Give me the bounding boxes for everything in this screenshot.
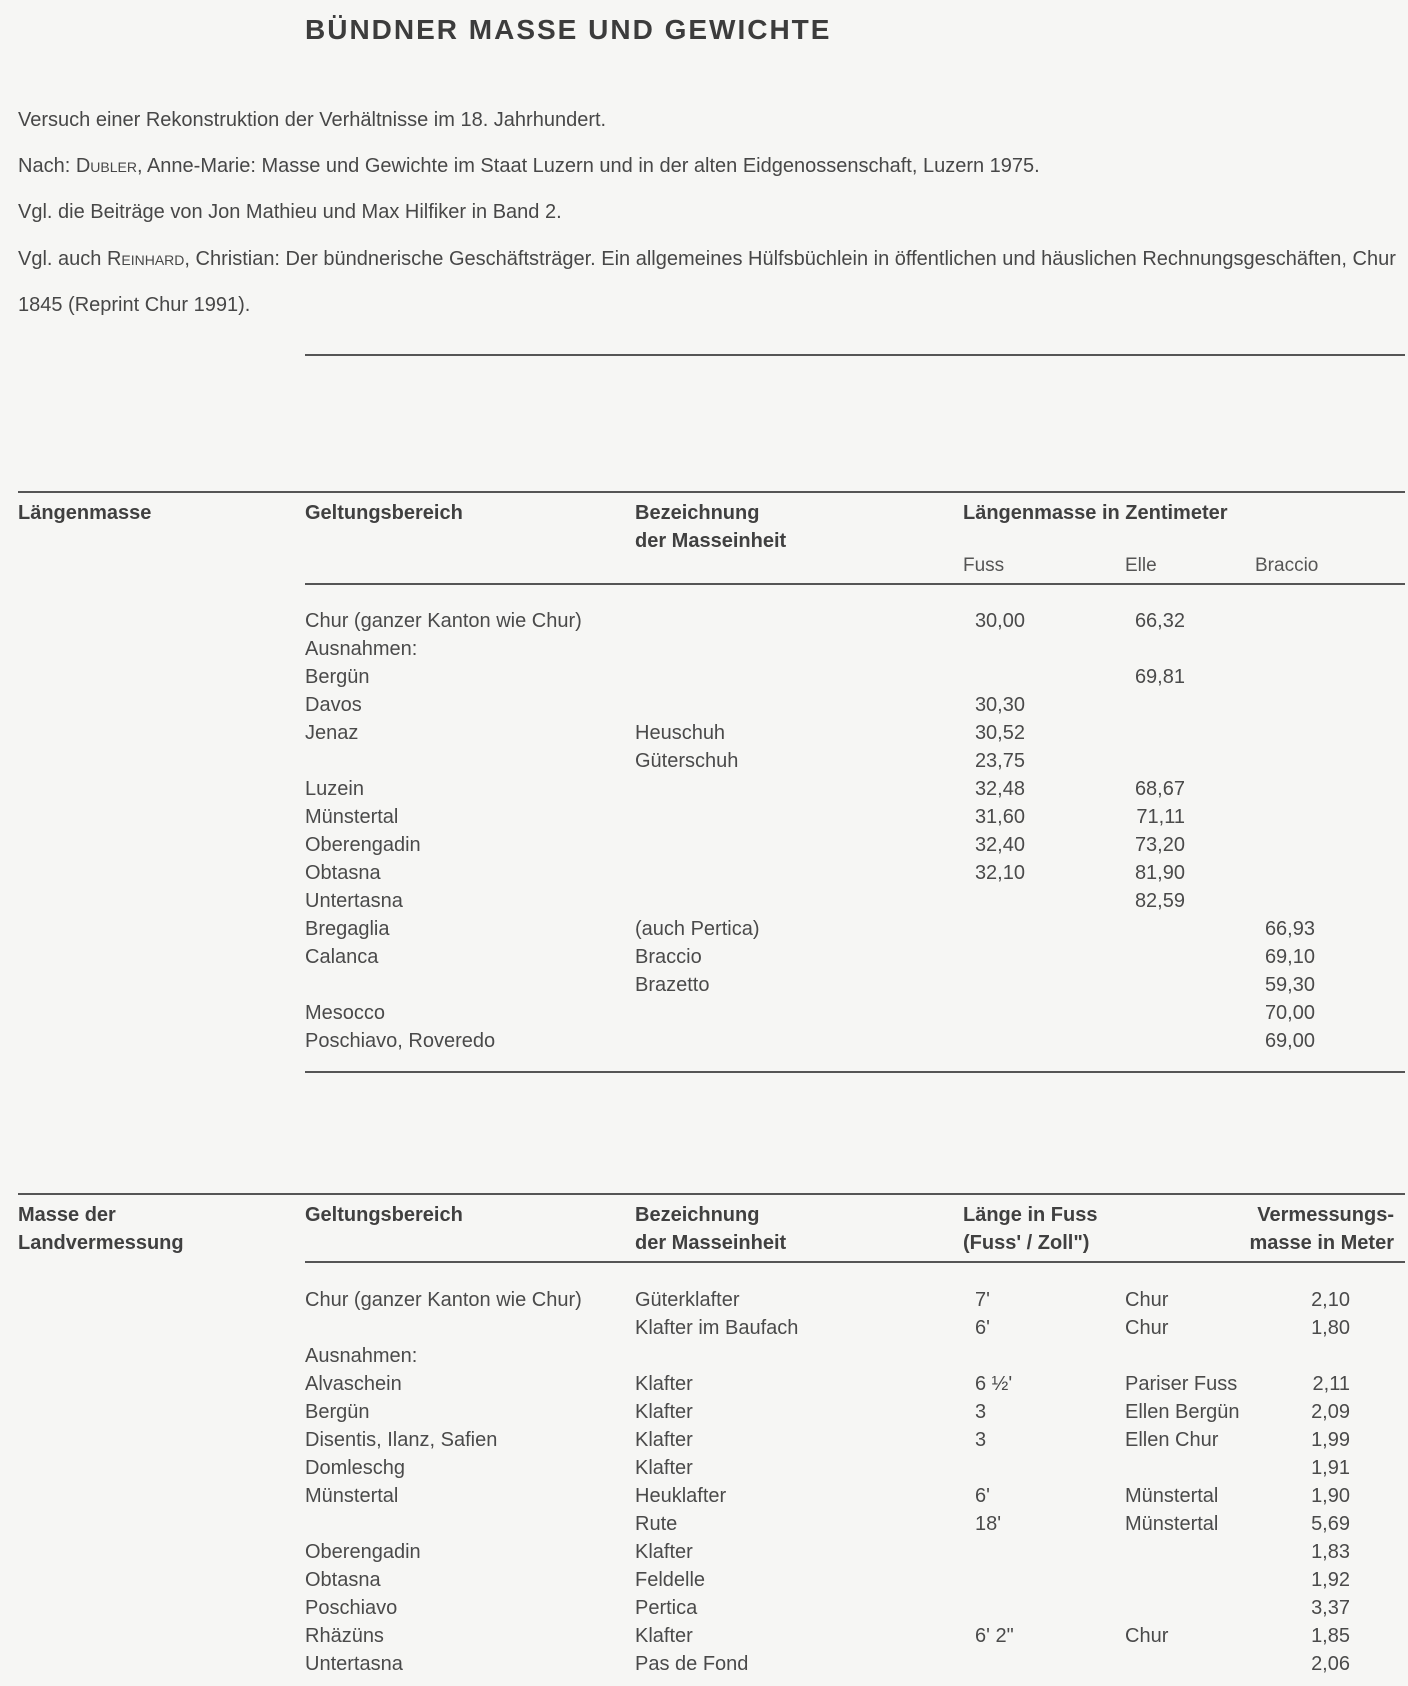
header-line: masse in Meter — [1249, 1232, 1394, 1254]
cell-vermessungsmasse: 3,37 — [1311, 1597, 1350, 1619]
cell-elle: 73,20 — [1134, 834, 1185, 856]
cell-fuss: 30,00 — [974, 610, 1025, 632]
cell-bezug: Chur — [1125, 1625, 1169, 1647]
cell-braccio: 69,00 — [1264, 1030, 1315, 1052]
cell-vermessungsmasse: 1,99 — [1311, 1429, 1350, 1451]
cell-geltungsbereich: Alvaschein — [305, 1373, 402, 1395]
cell-geltungsbereich: Disentis, Ilanz, Safien — [305, 1429, 498, 1451]
column-header-geltungsbereich: Geltungsbereich — [305, 502, 463, 524]
header-rule — [305, 583, 1405, 585]
cell-vermessungsmasse: 1,91 — [1311, 1457, 1350, 1479]
cell-bezeichnung: Klafter — [635, 1457, 693, 1479]
cell-bezeichnung: Heuklafter — [635, 1485, 727, 1507]
cell-geltungsbereich: Chur (ganzer Kanton wie Chur) — [305, 1289, 582, 1311]
cell-fuss: 31,60 — [974, 806, 1025, 828]
cell-laenge: 6' — [975, 1317, 990, 1339]
cell-bezeichnung: Pertica — [635, 1597, 698, 1619]
cell-bezug: Pariser Fuss — [1125, 1373, 1238, 1395]
header-line: der Masseinheit — [635, 530, 787, 552]
table-row — [0, 635, 1408, 663]
cell-braccio: 66,93 — [1264, 918, 1315, 940]
cell-geltungsbereich: Bergün — [305, 1401, 370, 1423]
cell-fuss: 32,40 — [974, 834, 1025, 856]
cell-geltungsbereich: Luzein — [305, 778, 364, 800]
table-row — [0, 663, 1408, 691]
cell-fuss: 32,48 — [974, 778, 1025, 800]
intro-line: Versuch einer Rekonstruktion der Verhältnisse im 18. Jahrhundert. — [18, 109, 607, 131]
cell-geltungsbereich: Ausnahmen: — [305, 1345, 418, 1367]
table-row — [0, 1027, 1408, 1055]
cell-geltungsbereich: Bregaglia — [305, 918, 390, 940]
table-top-rule — [18, 1193, 1405, 1195]
cell-geltungsbereich: Domleschg — [305, 1457, 406, 1479]
cell-bezug: Münstertal — [1125, 1513, 1219, 1535]
cell-laenge: 3 — [975, 1429, 987, 1451]
table-row — [0, 971, 1408, 999]
cell-bezeichnung: (auch Pertica) — [635, 918, 760, 940]
table-row — [0, 1510, 1408, 1538]
column-header-vermessungsmasse — [1180, 1201, 1394, 1257]
subheader-braccio: Braccio — [1255, 555, 1319, 576]
cell-bezug: Ellen Chur — [1125, 1429, 1219, 1451]
table-row — [0, 747, 1408, 775]
intro-line — [18, 236, 1398, 328]
cell-vermessungsmasse: 2,11 — [1312, 1373, 1350, 1395]
cell-fuss: 30,52 — [974, 722, 1025, 744]
cell-laenge: 7' — [975, 1289, 990, 1311]
cell-geltungsbereich: Oberengadin — [305, 1541, 421, 1563]
cell-braccio: 70,00 — [1264, 1002, 1315, 1024]
label-line: Landvermessung — [18, 1232, 184, 1254]
column-header-geltungsbereich: Geltungsbereich — [305, 1204, 463, 1226]
cell-elle: 71,11 — [1136, 806, 1185, 828]
cell-geltungsbereich: Mesocco — [305, 1002, 386, 1024]
cell-geltungsbereich: Calanca — [305, 946, 379, 968]
cell-bezeichnung: Feldelle — [635, 1569, 706, 1591]
cell-bezug: Chur — [1125, 1317, 1169, 1339]
table-row — [0, 1454, 1408, 1482]
table-row — [0, 803, 1408, 831]
table-row — [0, 1594, 1408, 1622]
intro-line — [18, 154, 1398, 179]
section-label: Längenmasse — [18, 502, 152, 524]
cell-bezeichnung: Klafter im Baufach — [635, 1317, 799, 1339]
cell-elle: 81,90 — [1134, 862, 1185, 884]
table-row — [0, 999, 1408, 1027]
table-row — [0, 607, 1408, 635]
table-row — [0, 831, 1408, 859]
cell-braccio: 59,30 — [1264, 974, 1315, 996]
cell-bezeichnung: Güterklafter — [635, 1289, 740, 1311]
cell-elle: 66,32 — [1134, 610, 1185, 632]
table-row — [0, 1370, 1408, 1398]
table-row — [0, 1314, 1408, 1342]
table-row — [0, 691, 1408, 719]
cell-laenge: 18' — [975, 1513, 1002, 1535]
cell-bezeichnung: Brazetto — [635, 974, 710, 996]
table-row — [0, 943, 1408, 971]
cell-vermessungsmasse: 1,90 — [1311, 1485, 1350, 1507]
table-row — [0, 1426, 1408, 1454]
cell-vermessungsmasse: 1,92 — [1311, 1569, 1350, 1591]
cell-geltungsbereich: Untertasna — [305, 890, 403, 912]
subheader-fuss: Fuss — [963, 555, 1005, 576]
intro-rest: , Anne-Marie: Masse und Gewichte im Staat Luzern und in der alten Eidgenossenschaft, Luzern 1975. — [136, 155, 1040, 177]
header-line: Länge in Fuss — [963, 1204, 1098, 1226]
table-row — [0, 1286, 1408, 1314]
header-line: Bezeichnung — [635, 502, 760, 524]
cell-geltungsbereich: Münstertal — [305, 1485, 399, 1507]
cell-geltungsbereich: Untertasna — [305, 1653, 403, 1675]
cell-fuss: 23,75 — [974, 750, 1025, 772]
cell-bezug: Chur — [1125, 1289, 1169, 1311]
cell-bezeichnung: Klafter — [635, 1541, 693, 1563]
cell-geltungsbereich: Rhäzüns — [305, 1625, 384, 1647]
cell-bezug: Ellen Bergün — [1125, 1401, 1240, 1423]
cell-laenge: 6 ½' — [975, 1373, 1013, 1395]
cell-bezug: Münstertal — [1125, 1485, 1219, 1507]
intro-line: Vgl. die Beiträge von Jon Mathieu und Max Hilfiker in Band 2. — [18, 201, 562, 223]
header-line: der Masseinheit — [635, 1232, 787, 1254]
divider — [305, 354, 1405, 356]
table-row — [0, 1650, 1408, 1678]
cell-vermessungsmasse: 2,06 — [1311, 1653, 1350, 1675]
cell-fuss: 32,10 — [974, 862, 1025, 884]
cell-bezeichnung: Güterschuh — [635, 750, 739, 772]
cell-elle: 69,81 — [1134, 666, 1185, 688]
cell-bezeichnung: Pas de Fond — [635, 1653, 749, 1675]
table-row — [0, 1398, 1408, 1426]
cell-geltungsbereich: Obtasna — [305, 862, 381, 884]
cell-vermessungsmasse: 5,69 — [1311, 1513, 1350, 1535]
table-row — [0, 887, 1408, 915]
cell-geltungsbereich: Davos — [305, 694, 362, 716]
cell-vermessungsmasse: 1,80 — [1311, 1317, 1350, 1339]
table-row — [0, 1566, 1408, 1594]
column-header-bezeichnung — [635, 1201, 786, 1257]
subheader-elle: Elle — [1125, 555, 1157, 576]
intro-rest: , Christian: Der bündnerische Geschäftsträger. Ein allgemeines Hülfsbüchlein in öffentlichen und häuslichen Rechnungsgeschäften, Chur 1845 (Reprint Chur 1991). — [18, 248, 1396, 316]
table-row — [0, 1538, 1408, 1566]
cell-bezeichnung: Klafter — [635, 1373, 693, 1395]
cell-braccio: 69,10 — [1264, 946, 1315, 968]
table-row — [0, 719, 1408, 747]
intro-prefix: Nach: — [18, 155, 76, 177]
cell-bezeichnung: Klafter — [635, 1625, 693, 1647]
cell-bezeichnung: Klafter — [635, 1401, 693, 1423]
landvermessung-table — [0, 1193, 1408, 1686]
page-title: BÜNDNER MASSE UND GEWICHTE — [305, 14, 832, 45]
cell-elle: 68,67 — [1134, 778, 1185, 800]
header-rule — [305, 1261, 1405, 1263]
cell-geltungsbereich: Oberengadin — [305, 834, 421, 856]
column-header-laenge — [963, 1201, 1097, 1257]
cell-geltungsbereich: Münstertal — [305, 806, 399, 828]
cell-geltungsbereich: Ausnahmen: — [305, 638, 418, 660]
column-header-laengenmasse: Längenmasse in Zentimeter — [963, 502, 1228, 524]
cell-bezeichnung: Rute — [635, 1513, 678, 1535]
cell-geltungsbereich: Chur (ganzer Kanton wie Chur) — [305, 610, 582, 632]
header-line: Bezeichnung — [635, 1204, 760, 1226]
cell-bezeichnung: Braccio — [635, 946, 702, 968]
cell-geltungsbereich: Poschiavo, Roveredo — [305, 1030, 496, 1052]
cell-geltungsbereich: Poschiavo — [305, 1597, 398, 1619]
cell-laenge: 6' 2" — [975, 1625, 1014, 1647]
intro-text — [18, 108, 1398, 349]
table-top-rule — [18, 491, 1405, 493]
table-row — [0, 1342, 1408, 1370]
author-name: Dubler — [75, 155, 137, 177]
cell-vermessungsmasse: 1,85 — [1311, 1625, 1350, 1647]
section-label — [18, 1201, 278, 1257]
header-line: (Fuss' / Zoll") — [963, 1232, 1090, 1254]
cell-vermessungsmasse: 1,83 — [1311, 1541, 1350, 1563]
cell-geltungsbereich: Jenaz — [305, 722, 359, 744]
cell-geltungsbereich: Obtasna — [305, 1569, 381, 1591]
label-line: Masse der — [18, 1204, 116, 1226]
laengenmasse-table — [0, 491, 1408, 1079]
header-line: Vermessungs- — [1257, 1204, 1394, 1226]
table-row — [0, 775, 1408, 803]
table-row — [0, 1482, 1408, 1510]
table-row — [0, 859, 1408, 887]
cell-laenge: 6' — [975, 1485, 990, 1507]
author-name: Reinhard — [106, 248, 185, 270]
column-header-bezeichnung — [635, 499, 786, 555]
cell-vermessungsmasse: 2,10 — [1311, 1289, 1350, 1311]
cell-geltungsbereich: Bergün — [305, 666, 370, 688]
cell-vermessungsmasse: 2,09 — [1311, 1401, 1350, 1423]
cell-bezeichnung: Heuschuh — [635, 722, 726, 744]
intro-prefix: Vgl. auch — [18, 248, 107, 270]
table-row — [0, 915, 1408, 943]
table-row — [0, 1622, 1408, 1650]
cell-elle: 82,59 — [1134, 890, 1185, 912]
cell-bezeichnung: Klafter — [635, 1429, 693, 1451]
table-bottom-rule — [305, 1071, 1405, 1073]
cell-fuss: 30,30 — [974, 694, 1025, 716]
cell-laenge: 3 — [975, 1401, 987, 1423]
